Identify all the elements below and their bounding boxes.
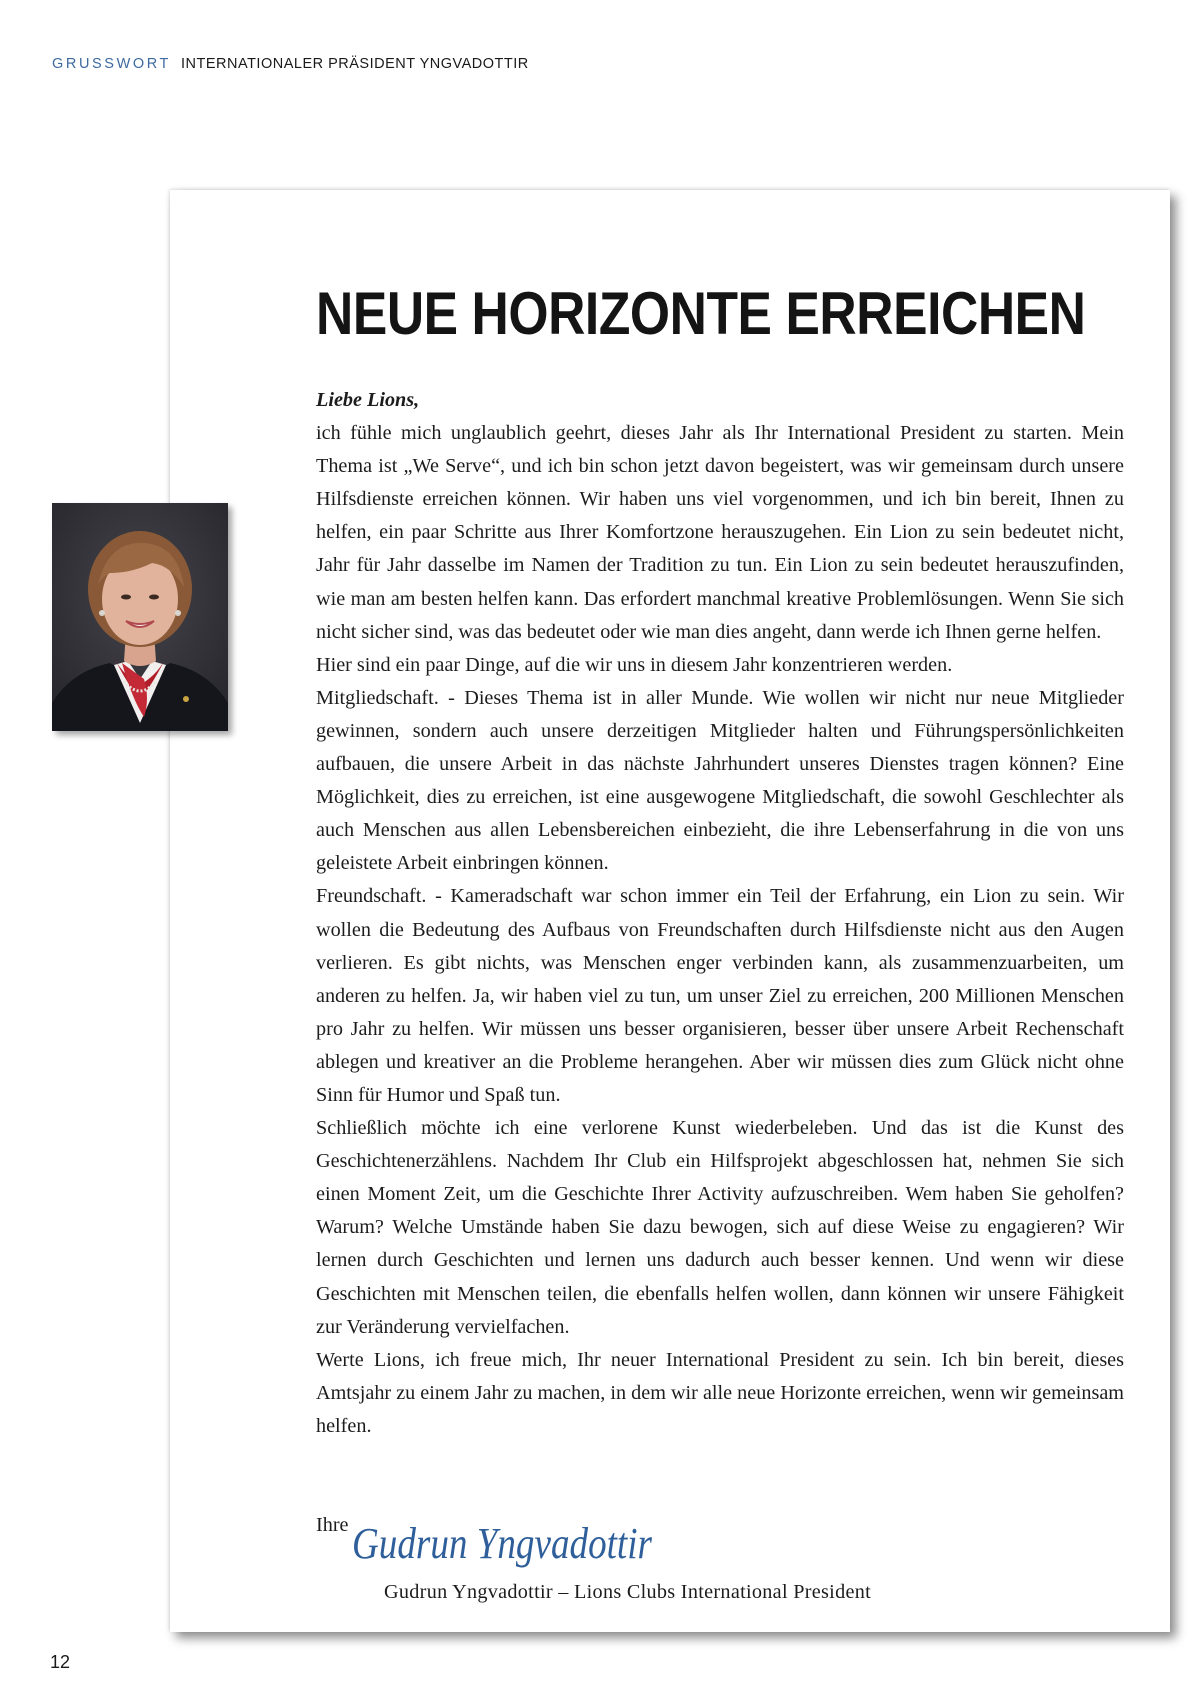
president-portrait: [52, 503, 228, 731]
paragraph-friendship: Freundschaft. - Kameradschaft war schon immer ein Teil der Erfahrung, ein Lion zu sein. Wir wollen die Bedeutung des Aufbaus von Freundschaften durch Hilfsdienste nicht aus den Augen verlieren. Es gibt nichts, was Menschen enger verbinden kann, als zusammenzuarbeiten, um anderen zu helfen. Ja, wir haben viel zu tun, um unser Ziel zu erreichen, 200 Millionen Menschen pro Jahr zu helfen. Wir müssen uns besser organisieren, besser über unsere Arbeit Rechenschaft ablegen und kreativer an die Probleme herangehen. Aber wir müssen dies zum Glück nicht ohne Sinn für Humor und Spaß tun.: [316, 885, 1124, 1106]
paragraph-membership: Mitgliedschaft. - Dieses Thema ist in aller Munde. Wie wollen wir nicht nur neue Mitglieder gewinnen, sondern auch unsere derzeitigen Mitglieder halten und Führungspersönlichkeiten aufbauen, die unsere Arbeit in das nächste Jahrhundert unseres Dienstes tragen können? Eine Möglichkeit, dies zu erreichen, ist eine ausgewogene Mitgliedschaft, die sowohl Geschlechter als auch Menschen aus allen Lebensbereichen einbezieht, die ihre Lebenserfahrung in die von uns geleistete Arbeit einbringen können.: [316, 686, 1124, 875]
paragraph-storytelling: Schließlich möchte ich eine verlorene Kunst wiederbeleben. Und das ist die Kunst des Geschichtenerzählens. Nachdem Ihr Club ein Hilfsprojekt abgeschlossen hat, nehmen Sie sich einen Moment Zeit, um die Geschichte Ihrer Activity aufzuschreiben. Wem haben Sie geholfen? Warum? Welche Umstände haben Sie dazu bewogen, sich auf diese Weise zu engagieren? Wir lernen durch Geschichten und lernen uns dadurch auch besser kennen. Und wenn wir diese Geschichten mit Menschen teilen, die ebenfalls helfen wollen, dann können wir unsere Fähigkeit zur Veränderung vervielfachen.: [316, 1117, 1124, 1338]
signature-image: [348, 1506, 668, 1580]
paragraph-focus: Hier sind ein paar Dinge, auf die wir uns in diesem Jahr konzentrieren werden.: [316, 653, 953, 676]
section-label: GRUSSWORT: [52, 56, 171, 72]
handwritten-signature: [348, 1506, 668, 1585]
running-header: [52, 56, 529, 72]
signer-line: Gudrun Yngvadottir – Lions Clubs International President: [384, 1581, 872, 1603]
paragraph-intro: ich fühle mich unglaublich geehrt, dieses Jahr als Ihr International President zu starten. Mein Thema ist „We Serve“, und ich bin schon jetzt davon begeistert, was wir gemeinsam durch unsere Hilfsdienste erreichen können. Wir haben uns viel vorgenommen, und ich bin bereit, Ihnen zu helfen, ein paar Schritte aus Ihrer Komfortzone herauszugehen. Ein Lion zu sein bedeutet nicht, Jahr für Jahr dasselbe im Namen der Tradition zu tun. Ein Lion zu sein bedeutet herauszufinden, wie man am besten helfen kann. Das erfordert manchmal kreative Problemlösungen. Wenn Sie sich nicht sicher sind, was das bedeutet oder wie man dies angeht, dann werde ich Ihnen gerne helfen.: [316, 422, 1124, 643]
portrait-photo: [52, 503, 228, 731]
paragraph-closing: Werte Lions, ich freue mich, Ihr neuer International President zu sein. Ich bin bereit, dieses Amtsjahr zu einem Jahr zu machen, in dem wir alle neue Horizonte erreichen, wenn wir gemeinsam helfen.: [316, 1348, 1124, 1437]
salutation: Liebe Lions,: [316, 389, 420, 411]
letter-body: [316, 384, 1124, 1443]
closing-word: Ihre: [316, 1514, 349, 1536]
page-number: 12: [50, 1652, 71, 1672]
article-title: NEUE HORIZONTE ERREICHEN: [316, 280, 1086, 347]
header-topic: INTERNATIONALER PRÄSIDENT YNGVADOTTIR: [181, 56, 529, 72]
signature-text: Gudrun Yngvadottir: [352, 1519, 653, 1568]
